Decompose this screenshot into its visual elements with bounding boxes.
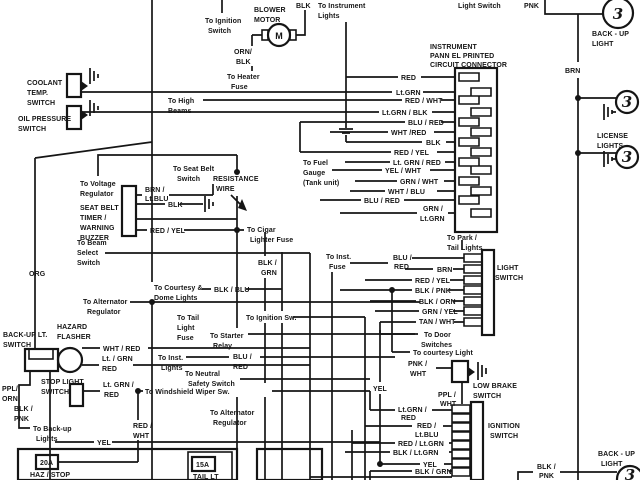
ignition-switch-connector <box>471 402 483 480</box>
label-right-blkPnk-0: BLK / <box>537 464 556 471</box>
fuse-panel-box-right <box>257 449 322 480</box>
label-left-resistanceWire-1: WIRE <box>216 186 235 193</box>
label-conn-title-0: INSTRUMENT <box>430 44 477 51</box>
label-bottom-toStarterRelay-1: Relay <box>213 343 233 350</box>
label-misc-bulb: 3 <box>621 93 633 111</box>
label-left-coolant-2: SWITCH <box>27 100 56 107</box>
label-ls-brn: BRN <box>437 267 453 274</box>
label-bottom-toAlternatorRegulator-1: Regulator <box>213 420 247 427</box>
hazard-flasher <box>58 348 82 372</box>
label-left-hazardFlasher-1: FLASHER <box>57 334 91 341</box>
label-left-hazardFlasher-0: HAZARD <box>57 324 88 331</box>
label-conn-title-2: CIRCUIT CONNECTOR <box>430 62 508 69</box>
label-conn-rows-6: BLK <box>426 140 441 147</box>
label-left-redWht-0: RED / <box>133 423 153 430</box>
label-left-coolant-1: TEMP. <box>27 90 48 97</box>
label-top-toInstrumentLights-0: To Instrument <box>318 3 366 10</box>
label-left-whtRed: WHT / RED <box>103 346 141 353</box>
label-ign-pplWht-1: WHT <box>440 401 457 408</box>
label-ls-grnYel: GRN / YEL <box>422 309 458 316</box>
label-top-toIgnitionSwitch-1: Switch <box>208 28 232 35</box>
label-top-blk: BLK <box>296 3 311 10</box>
label-ign-ltGrnRed-1: RED <box>401 415 417 422</box>
label-left-toBeamSelect-2: Switch <box>77 260 101 267</box>
label-left-ltGrnRedHazard-1: RED <box>102 366 118 373</box>
label-left-toAlternatorRegulator-0: To Alternator <box>83 299 128 306</box>
label-left-oil-1: SWITCH <box>18 126 47 133</box>
stop-light-switch <box>70 384 83 406</box>
label-top-pnk: PNK <box>524 3 540 10</box>
label-top-backUpLight-1: LIGHT <box>592 41 614 48</box>
label-bottom-toTailLightFuse-1: Light <box>177 325 195 332</box>
label-center-blkGrn-1: GRN <box>261 270 277 277</box>
label-left-pplOrn-0: PPL/ <box>2 386 18 393</box>
label-left-backUpLtSwitch-0: BACK-UP LT. <box>3 332 48 339</box>
label-left-seatBeltTimer-0: SEAT BELT <box>80 205 119 212</box>
label-ign-pnkWht-0: PNK / <box>408 361 428 368</box>
label-left-pplOrn-1: ORN <box>2 396 18 403</box>
label-left-ltGrnRedStop-1: RED <box>104 392 120 399</box>
label-bottom-toTailLightFuse-2: Fuse <box>177 335 194 342</box>
label-bottom-toNeutralSafety-1: Safety Switch <box>188 381 235 388</box>
label-ign-lowBrake-1: SWITCH <box>473 393 502 400</box>
label-left-toCigarLighterFuse-1: Lighter Fuse <box>250 237 294 244</box>
label-left-toBackupLights-0: To Back-up <box>33 426 72 433</box>
label-left-toVoltageRegulator-1: Regulator <box>80 191 114 198</box>
label-conn-toFuelGauge-1: Gauge <box>303 170 326 177</box>
label-left-blkBlu: BLK / BLU <box>214 287 250 294</box>
label-left-toAlternatorRegulator-1: Regulator <box>87 309 121 316</box>
label-bottom-tailLt: TAIL LT <box>193 474 219 480</box>
label-ign-redLtBlu-0: RED / <box>417 423 437 430</box>
label-bottom-bluRed-1: RED <box>233 364 249 371</box>
label-misc-bulb: 3 <box>624 466 636 480</box>
label-right-backUpLight-1: LIGHT <box>601 461 623 468</box>
label-conn-rows-8: Lt. GRN / RED <box>393 160 441 167</box>
label-left-toSeatBeltSwitch-1: Switch <box>177 176 201 183</box>
label-bottom-hazStop: HAZ / STOP <box>30 472 71 479</box>
label-left-redYel: RED / YEL <box>150 228 186 235</box>
label-left-ltGrnRedHazard-0: Lt. / GRN <box>102 356 133 363</box>
label-left-ltGrnRedStop-0: Lt. GRN / <box>103 382 134 389</box>
label-left-redWht-1: WHT <box>133 433 150 440</box>
label-conn-rows-4: BLU / RED <box>408 120 444 127</box>
label-misc-bulb: 3 <box>612 5 624 23</box>
label-ign-name-0: IGNITION <box>488 423 520 430</box>
label-center-blkGrn-0: BLK / <box>258 260 277 267</box>
label-top-lightSwitch: Light Switch <box>458 3 501 10</box>
label-conn-rows-12: BLU / RED <box>364 198 400 205</box>
label-left-stopLightSwitch-0: STOP LIGHT <box>41 379 84 386</box>
label-conn-rows-9: YEL / WHT <box>385 168 422 175</box>
light-switch-connector <box>482 250 494 335</box>
label-ign-ltGrnRed-0: Lt.GRN / <box>398 407 427 414</box>
label-bottom-toTailLightFuse-0: To Tail <box>177 315 200 322</box>
label-right-blkPnk-1: PNK <box>539 473 555 480</box>
label-left-yel: YEL <box>97 440 111 447</box>
seat-belt-timer-box <box>122 186 136 236</box>
label-ls-bluRed-1: RED <box>394 264 410 271</box>
label-left-toHighBeams-1: Beams <box>168 108 192 115</box>
label-left-blkPnk-1: PNK <box>14 416 30 423</box>
label-conn-rows-0: RED <box>401 75 417 82</box>
label-left-coolant-0: COOLANT <box>27 80 63 87</box>
label-right-brn: BRN <box>565 68 581 75</box>
label-bottom-bluRed-0: BLU / <box>233 354 252 361</box>
instrument-connector-pins <box>459 73 491 217</box>
label-center-toInstFuse-1: Fuse <box>329 264 346 271</box>
label-top-ornBlk-0: ORN/ <box>234 49 252 56</box>
label-left-blk: BLK <box>168 202 183 209</box>
label-conn-rows-5: WHT /RED <box>391 130 427 137</box>
label-left-seatBeltTimer-3: BUZZER <box>80 235 109 242</box>
label-left-toCigarLighterFuse-0: To Cigar <box>247 227 276 234</box>
label-conn-rows-7: RED / YEL <box>394 150 430 157</box>
backup-lt-switch-inner <box>29 349 53 359</box>
label-conn-row13-1: Lt.GRN <box>420 216 445 223</box>
label-ls-blkPnk: BLK / PNK <box>415 288 451 295</box>
label-left-toSeatBeltSwitch-0: To Seat Belt <box>173 166 215 173</box>
label-bottom-toStarterRelay-0: To Starter <box>210 333 244 340</box>
label-top-blower-1: MOTOR <box>254 17 281 24</box>
label-right-backUpLight-0: BACK - UP <box>598 451 636 458</box>
label-ign-lowBrake-0: LOW BRAKE <box>473 383 518 390</box>
label-left-toBeamSelect-1: Select <box>77 250 99 257</box>
label-left-toCourtesyDome-0: To Courtesy & <box>154 285 203 292</box>
label-ign-redLtBlu-1: Lt.BLU <box>415 432 439 439</box>
label-conn-toParkTail-1: Tail Lights <box>447 245 483 252</box>
label-left-blkPnk-0: BLK / <box>14 406 33 413</box>
label-ls-toDoorSwitches-1: Switches <box>421 342 453 349</box>
label-left-resistanceWire-0: RESISTANCE <box>213 176 259 183</box>
label-ign-blkGrn: BLK / GRN <box>415 469 452 476</box>
label-left-org: ORG <box>29 271 46 278</box>
label-misc-bulb: 3 <box>621 148 633 166</box>
label-conn-rows-11: WHT / BLU <box>388 189 426 196</box>
label-top-toHeaterFuse-1: Fuse <box>231 84 248 91</box>
label-bottom-toWindshieldWiper: To Windshield Wiper Sw. <box>145 389 230 396</box>
label-left-toBeamSelect-0: To Beam <box>77 240 107 247</box>
label-ign-blkLtGrn: BLK / Lt.GRN <box>393 450 439 457</box>
label-top-toInstrumentLights-1: Lights <box>318 13 340 20</box>
label-misc-motor: M <box>275 31 283 41</box>
label-top-ornBlk-1: BLK <box>236 59 251 66</box>
label-left-seatBeltTimer-2: WARNING <box>80 225 115 232</box>
label-top-toIgnitionSwitch-0: To Ignition <box>205 18 242 25</box>
label-ign-redLtGrn: RED / Lt.GRN <box>398 441 444 448</box>
label-left-oil-0: OIL PRESSURE <box>18 116 72 123</box>
label-center-toInstFuse-0: To Inst. <box>326 254 352 261</box>
label-conn-toFuelGauge-2: (Tank unit) <box>303 180 340 187</box>
label-top-blower-0: BLOWER <box>254 7 286 14</box>
label-ls-bluRed-0: BLU / <box>393 255 412 262</box>
label-conn-title-1: PANN EL PRINTED <box>430 53 495 60</box>
low-brake-switch <box>452 361 468 382</box>
label-ls-redYel: RED / YEL <box>415 278 451 285</box>
label-left-toCourtesyDome-1: Dome Lights <box>154 295 198 302</box>
label-ls-tanWht: TAN / WHT <box>419 319 456 326</box>
light-switch-pins <box>464 254 482 326</box>
label-ign-name-1: SWITCH <box>490 433 519 440</box>
label-conn-rows-3: Lt.GRN / BLK <box>382 110 428 117</box>
label-left-stopLightSwitch-1: SWITCH <box>41 389 70 396</box>
label-ign-yel: YEL <box>423 462 437 469</box>
diagram-labels <box>2 3 635 480</box>
label-left-brnLtBlu-0: BRN / <box>145 187 165 194</box>
label-bottom-toNeutralSafety-0: To Neutral <box>185 371 221 378</box>
label-conn-row13-0: GRN / <box>423 206 443 213</box>
label-left-toHighBeams-0: To High <box>168 98 195 105</box>
label-conn-rows-10: GRN / WHT <box>400 179 439 186</box>
label-right-licenseLights-1: LIGHTS <box>597 143 624 150</box>
label-ls-blkOrn: BLK / ORN <box>419 299 456 306</box>
label-ls-name-0: LIGHT <box>497 265 519 272</box>
label-left-toBackupLights-1: Lights <box>36 436 58 443</box>
label-left-seatBeltTimer-1: TIMER / <box>80 215 107 222</box>
coolant-temp-switch <box>67 74 81 97</box>
label-conn-rows-1: Lt.GRN <box>396 90 421 97</box>
label-bottom-toInstLights-1: Lights <box>161 365 183 372</box>
label-left-toVoltageRegulator-0: To Voltage <box>80 181 116 188</box>
label-ign-yelVert: YEL <box>373 386 387 393</box>
label-bottom-toAlternatorRegulator-0: To Alternator <box>210 410 255 417</box>
label-ls-toCourtesyLight: To courtesy Light <box>413 350 473 357</box>
label-ign-pnkWht-1: WHT <box>410 371 427 378</box>
label-ls-name-1: SWITCH <box>495 275 524 282</box>
label-conn-rows-2: RED / WHT <box>405 98 443 105</box>
label-top-backUpLight-0: BACK - UP <box>592 31 630 38</box>
ignition-switch-pins <box>452 405 470 476</box>
label-ign-pplWht-0: PPL / <box>438 392 456 399</box>
label-left-brnLtBlu-1: Lt.BLU <box>145 196 169 203</box>
label-center-toIgnitionSw: To Ignition Sw. <box>246 315 297 322</box>
label-right-licenseLights-0: LICENSE <box>597 133 629 140</box>
label-ls-toDoorSwitches-0: To Door <box>424 332 452 339</box>
label-top-toHeaterFuse-0: To Heater <box>227 74 260 81</box>
label-bottom-toInstLights-0: To Inst. <box>158 355 184 362</box>
label-bottom-fuse20a: 20A <box>40 460 54 467</box>
label-left-backUpLtSwitch-1: SWITCH <box>3 342 32 349</box>
label-conn-toParkTail-0: To Park / <box>447 235 477 242</box>
label-conn-toFuelGauge-0: To Fuel <box>303 160 329 167</box>
label-bottom-fuse15a: 15A <box>196 462 210 469</box>
